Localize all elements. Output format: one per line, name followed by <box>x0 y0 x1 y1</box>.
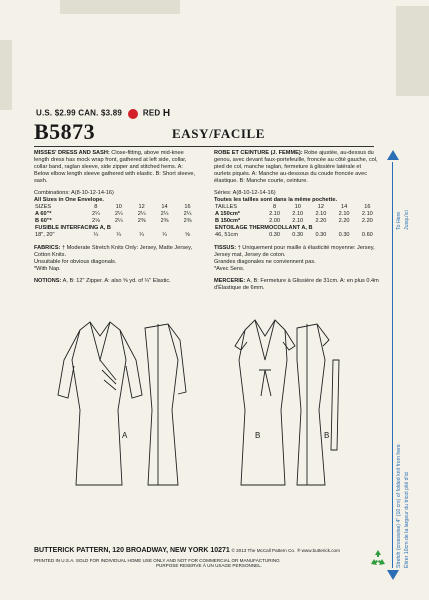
series: Séries: A(8-10-12-14-16) <box>214 190 276 196</box>
fabrics-label: FABRICS: <box>34 245 61 251</box>
gauge-line <box>392 162 393 568</box>
tissus-text: † Uniquement pour maille à élasticité moyenne: Jersey, Jersey mat, Jersey de coton. <box>214 245 375 258</box>
fabrics-text: † Moderate Stretch Knits Only: Jersey, Matte Jersey, Cotton Knits. <box>34 245 193 258</box>
jusquici-text: Jusqu'ici <box>404 210 410 230</box>
metrage-cell: 2.00 <box>269 218 280 224</box>
footer-website: ® www.butterick.com <box>296 548 340 553</box>
price-line <box>36 108 170 119</box>
size-cell: 10 <box>294 204 301 210</box>
size-cell: 16 <box>364 204 371 210</box>
notions-label: NOTIONS: <box>34 278 62 284</box>
grade-letter: H <box>162 108 171 119</box>
metrage-cell: 2.10 <box>361 211 373 217</box>
yardage-cell: ¼ <box>93 232 99 238</box>
one-envelope: All Sizes in One Envelope. <box>34 197 104 203</box>
sizes-label: SIZES <box>35 204 52 210</box>
size-cell: 16 <box>184 204 191 210</box>
yardage-cell: 2¼ <box>114 211 123 217</box>
size-cell: 12 <box>138 204 145 210</box>
to-here-text: To Here <box>396 211 402 230</box>
footer-printed: PRINTED IN U.S.A. SOLD FOR INDIVIDUAL HOME USE ONLY AND NOT FOR COMMERCIAL OR MANUFACTURING <box>34 558 280 563</box>
difficulty-level: EASY/FACILE <box>172 126 266 141</box>
metrage-cell: 2.20 <box>361 218 373 224</box>
french-description: Robe ajustée, au-dessus du genou, avec devant faux-portefeuille, froncée au côté gauche, col, pied de col, manche raglan, fermeture à glissière latérale et ourlets piqués. A: Manche au-dessous du coude froncée avec élastique. B: Manche courte, ceinture. <box>214 150 378 184</box>
metrage-cell: 2.10 <box>269 211 280 217</box>
price-code: RED <box>142 108 161 118</box>
mercerie-label: MERCERIE: <box>214 278 246 284</box>
size-cell: 10 <box>115 204 122 210</box>
combinations: Combinations: A(8-10-12-14-16) <box>34 190 114 196</box>
view-b-front-label: B <box>255 431 261 440</box>
recycle-icon <box>368 548 388 568</box>
footer-address: BUTTERICK PATTERN, 120 BROADWAY, NEW YORK 10271 <box>34 547 230 554</box>
red-dot-icon <box>128 109 138 119</box>
size-cell: 8 <box>94 204 98 210</box>
yardage-table <box>34 204 199 239</box>
yardage-cell: 2¼ <box>183 211 192 217</box>
tape-right <box>396 6 429 96</box>
french-column <box>214 150 379 297</box>
row-label: B 150cm* <box>215 218 241 224</box>
tape-top <box>60 0 180 14</box>
notions-text: A, B: 12" Zipper. A: also ⅝ yd. of ¼" Elastic. <box>62 278 171 284</box>
metrage-cell: 0.30 <box>269 232 280 238</box>
stretch-gauge <box>384 150 418 590</box>
yardage-cell: ⅝ <box>185 232 190 238</box>
french-title: ROBE ET CEINTURE (J. FEMME): <box>214 150 303 156</box>
price-text: U.S. $2.99 CAN. $3.89 <box>36 108 123 118</box>
metrage-cell: 2.20 <box>315 218 327 224</box>
view-b-back-label: B <box>324 431 330 440</box>
yardage-cell: 2¼ <box>91 211 100 217</box>
pochette: Toutes les tailles sont dans la même pochette. <box>214 197 337 203</box>
yardage-cell: 2⅛ <box>91 218 100 224</box>
size-cell: 8 <box>272 204 277 210</box>
metrage-cell: 0.30 <box>292 232 304 238</box>
arrow-up-icon <box>387 150 399 160</box>
arrow-down-icon <box>387 570 399 580</box>
yardage-cell: 2¼ <box>114 218 123 224</box>
metrage-cell: 0.30 <box>315 232 327 238</box>
metrage-cell: 2.10 <box>292 211 304 217</box>
row-label: 18", 20" <box>35 232 55 238</box>
pattern-number: B5873 <box>34 119 96 144</box>
row-label: A 60"* <box>35 211 52 217</box>
yardage-cell: 2⅜ <box>183 218 192 224</box>
view-a-drawing <box>50 300 190 500</box>
view-a-label: A <box>122 431 128 440</box>
footer-copyright: © 2013 The McCall Pattern Co. <box>231 548 296 553</box>
row-label: B 60"* <box>35 218 52 224</box>
view-b-drawing <box>225 300 355 500</box>
yardage-cell: 2¼ <box>137 211 146 217</box>
mercerie-text: A, B: Fermeture à Glissière de 31cm. A: en plus 0.4m d'Élastique de 6mm. <box>214 278 379 291</box>
metrage-table <box>214 204 379 239</box>
metrage-cell: 0.30 <box>338 232 350 238</box>
tailles-label: TAILLES <box>215 204 237 210</box>
unsuitable-text: Unsuitable for obvious diagonals. <box>34 259 117 265</box>
header-rule <box>34 146 374 147</box>
tissus-label: TISSUS: <box>214 245 237 251</box>
yardage-cell: ¼ <box>162 232 167 238</box>
english-description: Close-fitting, above mid-knee length dress has mock wrap front, gathered at left side, collar, collar band, raglan sleeve, side zipper and stitched hems. A: Below elbow length sleeve gathered with elastic. B: Short sleeve, sash. <box>34 150 196 184</box>
yardage-cell: 2⅜ <box>160 218 169 224</box>
stretch-instruction: Stretch (crosswise) 4" (10 cm) of folded knit from here <box>396 444 402 568</box>
yardage-cell: 2⅜ <box>137 218 146 224</box>
yardage-cell: ¼ <box>139 232 144 238</box>
footer-purpose: PURPOSE RESERVE À UN USAGE PERSONNEL. <box>155 563 263 568</box>
metrage-cell: 2.10 <box>292 218 304 224</box>
size-cell: 12 <box>317 204 325 210</box>
yardage-cell: 2¼ <box>160 211 169 217</box>
row-label: 46, 51cm <box>215 232 239 238</box>
metrage-cell: 2.10 <box>315 211 327 217</box>
row-label: A 150cm* <box>215 211 240 217</box>
size-cell: 14 <box>340 204 348 210</box>
metrage-cell: 2.10 <box>338 211 350 217</box>
etirer-instruction: Étirer 10cm de la largeur du tricot plié d'ici <box>404 471 410 568</box>
interfacing-title: FUSIBLE INTERFACING A, B <box>35 225 111 231</box>
english-title: MISSES' DRESS AND SASH: <box>34 150 110 156</box>
entoilage-title: ENTOILAGE THERMOCOLLANT A, B <box>215 225 313 231</box>
size-cell: 14 <box>161 204 168 210</box>
nap-note: *With Nap. <box>34 266 61 272</box>
yardage-cell: ¼ <box>116 232 122 238</box>
metrage-cell: 2.20 <box>338 218 350 224</box>
sens-note: *Avec Sens. <box>214 266 245 272</box>
diagonales-text: Grandes diagonales ne conviennent pas. <box>214 259 316 265</box>
metrage-cell: 0.60 <box>361 232 373 238</box>
tape-left <box>0 40 12 110</box>
footer <box>34 547 384 568</box>
english-column <box>34 150 199 290</box>
